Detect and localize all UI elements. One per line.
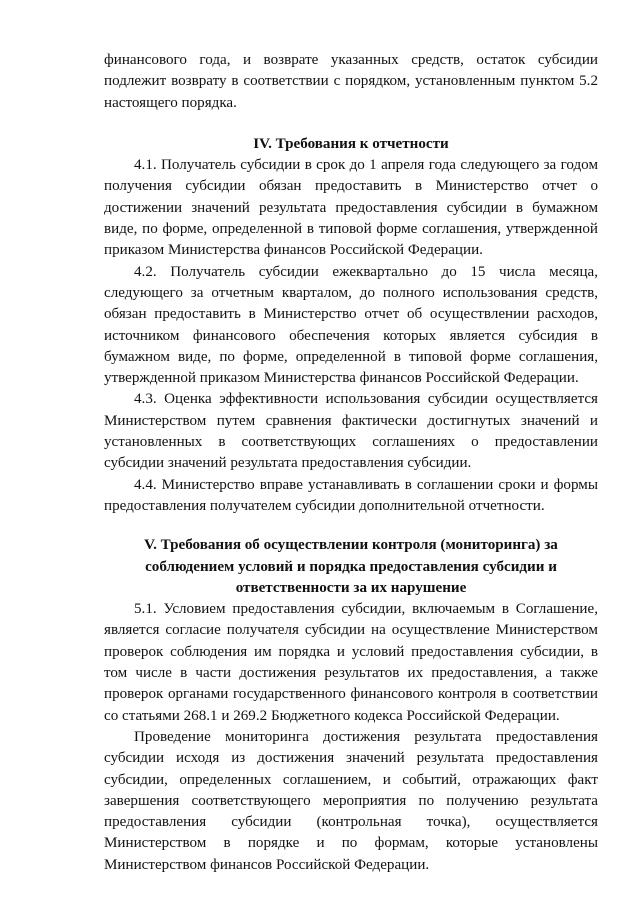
paragraph-5-1: 5.1. Условием предоставления субсидии, включаемым в Соглашение, является согласие получателя субсидии на осуществление Министерством проверок соблюдения им порядка и условий предоставления субсидии, в том числе в части достижения результатов их предоставления, а также проверок органами государственного финансового контроля в соответствии со статьями 268.1 и 269.2 Бюджетного кодекса Российской Федерации. xyxy=(104,601,598,724)
paragraph-5-1-monitoring: Проведение мониторинга достижения результата предоставления субсидии исходя из достижения значений результата предоставления субсидии, определенных соглашением, и событий, отражающих факт завершения соответствующего мероприятия по получению результата предоставления субсидии (контрольная точка), осуществляется Министерством в порядке и по формам, которые установлены Министерством финансов Российской Федерации. xyxy=(104,728,598,873)
section-4-heading: IV. Требования к отчетности xyxy=(253,135,449,152)
section-5-heading: V. Требования об осуществлении контроля (мониторинга) за соблюдением условий и порядка предоставления субсидии и ответственности за их нарушение xyxy=(144,537,558,596)
paragraph-4-3: 4.3. Оценка эффективности использования субсидии осуществляется Министерством путем сравнения фактически достигнутых значений и установленных в соответствующих соглашениях о предоставлении субсидии значений результата предоставления субсидии. xyxy=(104,391,598,472)
continuation-paragraph: финансового года, и возврате указанных средств, остаток субсидии подлежит возврату в соответствии с порядком, установленным пунктом 5.2 настоящего порядка. xyxy=(104,52,598,111)
paragraph-4-2: 4.2. Получатель субсидии ежеквартально до 15 числа месяца, следующего за отчетным кварталом, до полного использования средств, обязан предоставить в Министерство отчет об осуществлении расходов, источником финансового обеспечения которых является субсидия в бумажном виде, по форме, определенной в типовой форме соглашения, утвержденной приказом Министерства финансов Российской Федерации. xyxy=(104,263,598,387)
paragraph-4-4: 4.4. Министерство вправе устанавливать в соглашении сроки и формы предоставления получателем субсидии дополнительной отчетности. xyxy=(104,476,598,514)
paragraph-4-1: 4.1. Получатель субсидии в срок до 1 апреля года следующего за годом получения субсидии обязан предоставить в Министерство отчет о достижении значений результата предоставления субсидии в бумажном виде, по форме, определенной в типовой форме соглашения, утвержденной приказом Министерства финансов Российской Федерации. xyxy=(104,157,598,259)
